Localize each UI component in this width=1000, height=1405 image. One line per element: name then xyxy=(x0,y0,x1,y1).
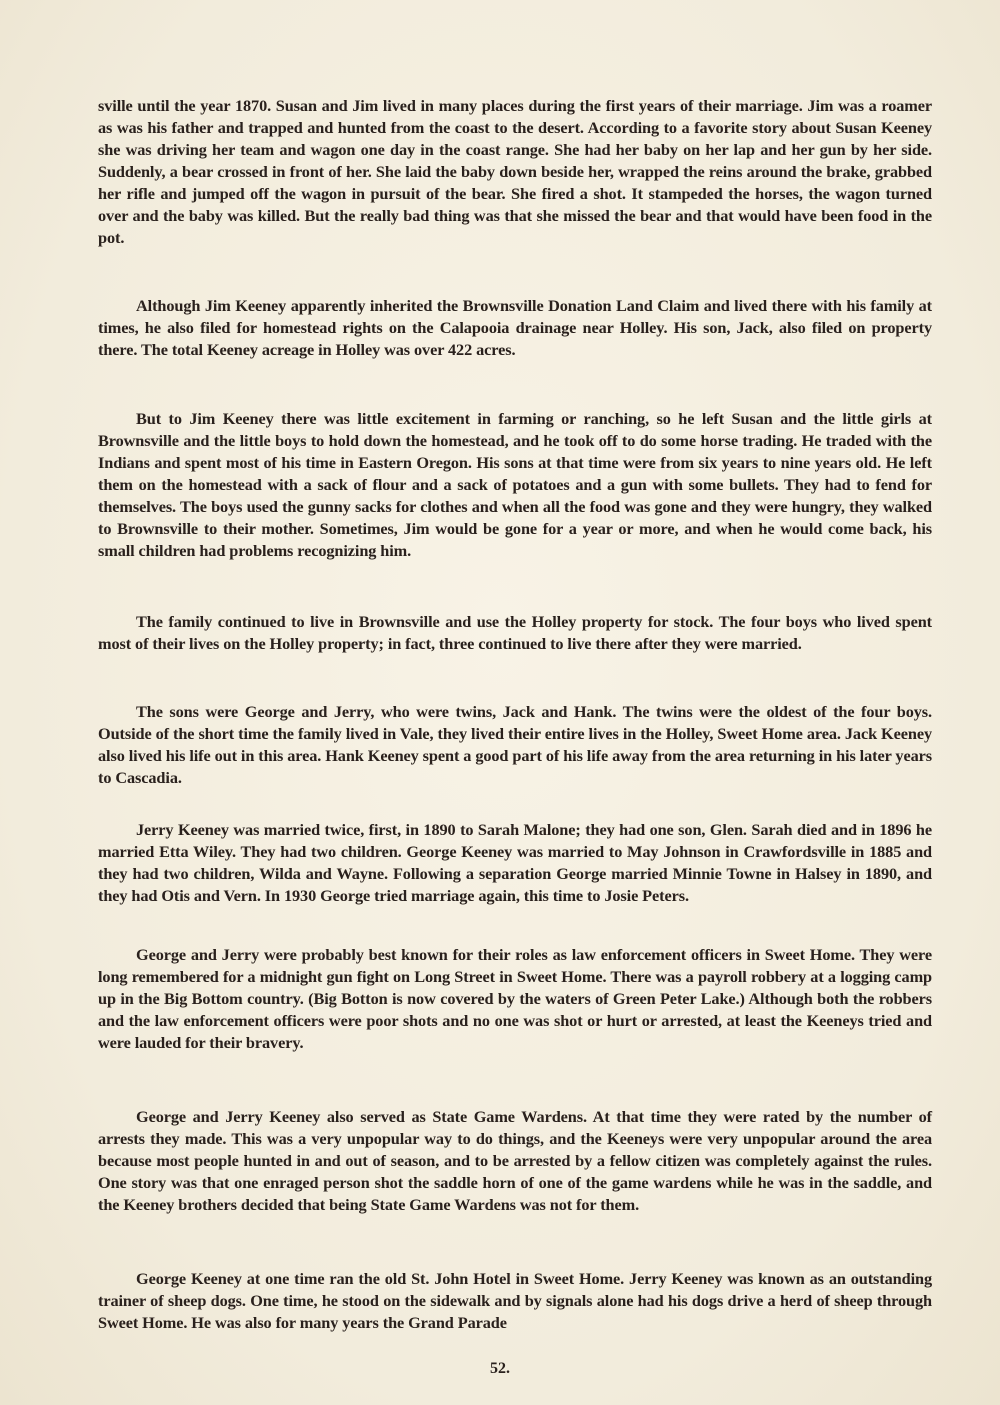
paragraph-game-wardens: George and Jerry Keeney also served as State Game Wardens. At that time they were rated by the number of arrests they made. This was a very unpopular way to do things, and the Keeneys were very unpopular around the area because most people hunted in and out of season, and to be arrested by a fellow citizen was completely against the rules. One story was that one enraged person shot the saddle horn of one of the game wardens while he was in the saddle, and the Keeney brothers decided that being State Game Wardens was not for them. xyxy=(98,1107,932,1214)
page-number: 52. xyxy=(490,1360,510,1377)
paragraph-susan-bear-story: sville until the year 1870. Susan and Jim lived in many places during the first years of their marriage. Jim was a roamer as was his father and trapped and hunted from the coast to the desert. According to a favorite story about Susan Keeney she was driving her team and wagon one day in the coast range. She had her baby on her lap and her gun by her side. Suddenly, a bear crossed in front of her. She laid the baby down beside her, wrapped the reins around the brake, grabbed her rifle and jumped off the wagon in pursuit of the bear. She fired a shot. It stampeded the horses, the wagon turned over and the baby was killed. But the really bad thing was that she missed the bear and that would have been food in the pot. xyxy=(98,96,932,247)
paragraph-the-sons: The sons were George and Jerry, who were twins, Jack and Hank. The twins were the oldest of the four boys. Outside of the short time the family lived in Vale, they lived their entire lives in the Holley, Sweet Home area. Jack Keeney also lived his life out in this area. Hank Keeney spent a good part of his life away from the area returning in his later years to Cascadia. xyxy=(98,702,932,787)
paragraph-st-john-hotel: George Keeney at one time ran the old St. John Hotel in Sweet Home. Jerry Keeney was known as an outstanding trainer of sheep dogs. One time, he stood on the sidewalk and by signals alone had his dogs drive a herd of sheep through Sweet Home. He was also for many years the Grand Parade xyxy=(98,1269,932,1332)
paragraph-horse-trading: But to Jim Keeney there was little excitement in farming or ranching, so he left Susan and the little girls at Brownsville and the little boys to hold down the homestead, and he took off to do some horse trading. He traded with the Indians and spent most of his time in Eastern Oregon. His sons at that time were from six years to nine years old. He left them on the homestead with a sack of flour and a sack of potatoes and a gun with some bullets. They had to fend for themselves. The boys used the gunny sacks for clothes and when all the food was gone and they were hungry, they walked to Brownsville to their mother. Sometimes, Jim would be gone for a year or more, and when he would come back, his small children had problems recognizing him. xyxy=(98,409,932,560)
paragraph-family-brownsville: The family continued to live in Brownsville and use the Holley property for stock. The four boys who lived spent most of their lives on the Holley property; in fact, three continued to live there after they were married. xyxy=(98,612,932,653)
paragraph-marriages: Jerry Keeney was married twice, first, in 1890 to Sarah Malone; they had one son, Glen. Sarah died and in 1896 he married Etta Wiley. They had two children. George Keeney was married to May Johnson in Crawfordsville in 1885 and they had two children, Wilda and Wayne. Following a separation George married Minnie Towne in Halsey in 1890, and they had Otis and Vern. In 1930 George tried marriage again, this time to Josie Peters. xyxy=(98,820,932,905)
paragraph-land-claim: Although Jim Keeney apparently inherited the Brownsville Donation Land Claim and lived there with his family at times, he also filed for homestead rights on the Calapooia drainage near Holley. His son, Jack, also filed on property there. The total Keeney acreage in Holley was over 422 acres. xyxy=(98,296,932,359)
paragraph-law-enforcement: George and Jerry were probably best known for their roles as law enforcement officers in Sweet Home. They were long remembered for a midnight gun fight on Long Street in Sweet Home. There was a payroll robbery at a logging camp up in the Big Bottom country. (Big Botton is now covered by the waters of Green Peter Lake.) Although both the robbers and the law enforcement officers were poor shots and no one was shot or hurt or arrested, at least the Keeneys tried and were lauded for their bravery. xyxy=(98,945,932,1052)
